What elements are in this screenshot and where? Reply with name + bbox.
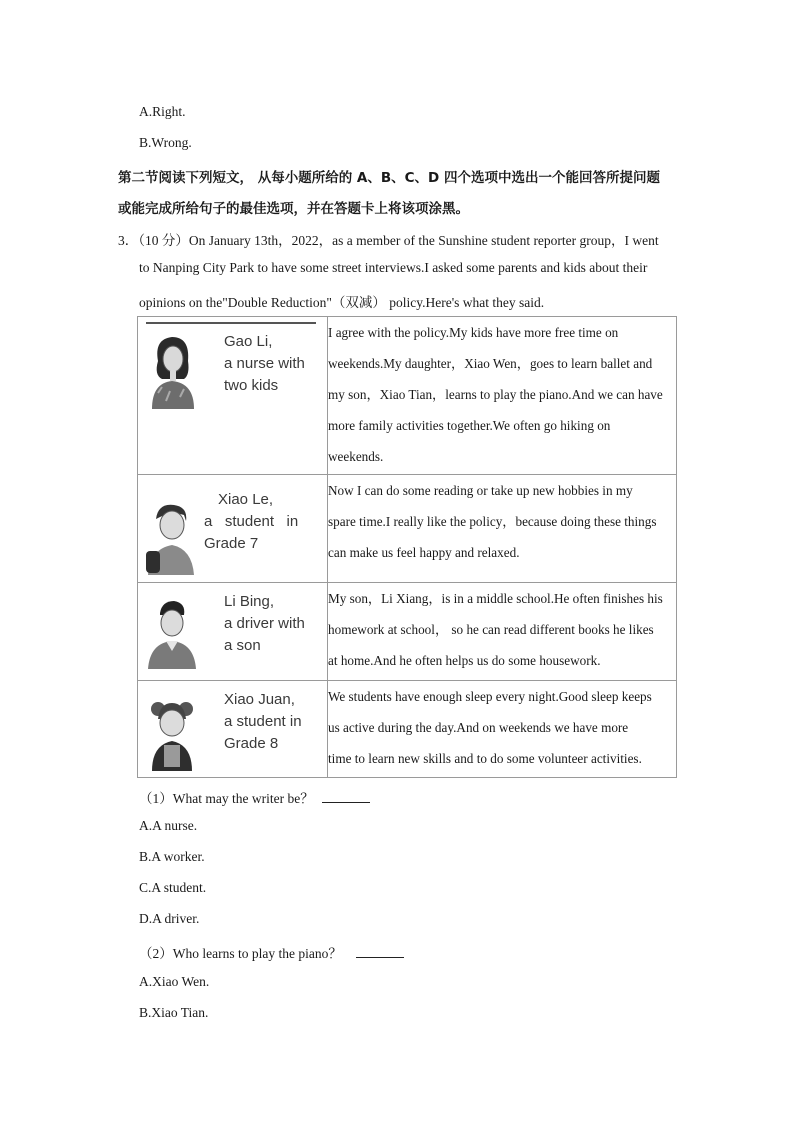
- interview-row: [138, 317, 677, 475]
- question-1-option-a: A.A nurse.: [139, 818, 198, 833]
- response-line: my son，Xiao Tian，learns to play the piano.And we can have: [328, 387, 663, 402]
- question-text: （1）What may the writer be？: [139, 791, 314, 806]
- question-2-stem: [139, 942, 404, 962]
- interview-response: [328, 583, 677, 681]
- response-line: We students have enough sleep every night.Good sleep keeps: [328, 689, 652, 704]
- caption-detail: Grade 8: [224, 735, 279, 752]
- caption-role: a student in: [224, 713, 302, 730]
- question-text: （2）Who learns to play the piano？: [139, 946, 342, 961]
- caption-detail: Grade 7: [204, 535, 259, 552]
- response-line: I agree with the policy.My kids have more free time on: [328, 325, 619, 340]
- interview-row: [138, 681, 677, 778]
- interviewee-caption: [204, 489, 299, 555]
- response-line: us active during the day.And on weekends we have more: [328, 720, 629, 735]
- response-line: homework at school， so he can read different books he likes: [328, 622, 654, 637]
- caption-detail: a son: [224, 637, 261, 654]
- interviewee-cell: [138, 475, 328, 583]
- divider: [146, 322, 316, 324]
- caption-role: a student in: [204, 513, 299, 530]
- section-instruction-line-2: 或能完成所给句子的最佳选项，并在答题卡上将该项涂黑。: [118, 201, 469, 217]
- response-line: weekends.My daughter，Xiao Wen，goes to learn ballet and: [328, 356, 653, 371]
- response-line: weekends.: [328, 449, 384, 464]
- answer-blank[interactable]: [356, 945, 404, 958]
- interview-response: [328, 317, 677, 475]
- caption-role: a driver with: [224, 615, 305, 632]
- question-1-stem: [139, 787, 370, 807]
- option-a: A.Right.: [139, 104, 186, 119]
- response-line: spare time.I really like the policy，because doing these things: [328, 514, 657, 529]
- caption-name: Li Bing,: [224, 593, 275, 610]
- caption-name: Xiao Juan,: [224, 691, 295, 708]
- caption-name: Xiao Le,: [218, 491, 274, 508]
- response-line: at home.And he often helps us do some housework.: [328, 653, 601, 668]
- interviewee-caption: [224, 331, 305, 397]
- interviewee-cell: [138, 317, 328, 475]
- answer-blank[interactable]: [322, 790, 370, 803]
- passage-line-3: opinions on the"Double Reduction"（双减） policy.Here's what they said.: [139, 295, 545, 310]
- response-line: Now I can do some reading or take up new hobbies in my: [328, 483, 633, 498]
- interview-response: [328, 681, 677, 778]
- man-portrait-icon: [144, 597, 200, 675]
- interview-row: [138, 475, 677, 583]
- girl-portrait-icon: [144, 695, 200, 773]
- caption-detail: two kids: [224, 377, 279, 394]
- passage-line-2: to Nanping City Park to have some street interviews.I asked some parents and kids about their: [139, 260, 648, 275]
- question-2-option-b: B.Xiao Tian.: [139, 1005, 209, 1020]
- interviewee-caption: [224, 689, 302, 755]
- response-line: can make us feel happy and relaxed.: [328, 545, 520, 560]
- passage-line-1: 3．（10 分）On January 13th，2022，as a member of the Sunshine student reporter group，I went: [118, 233, 659, 248]
- question-1-option-d: D.A driver.: [139, 911, 200, 926]
- interviewee-caption: [224, 591, 305, 657]
- response-line: more family activities together.We often go hiking on: [328, 418, 611, 433]
- interview-row: [138, 583, 677, 681]
- woman-portrait-icon: [144, 331, 200, 409]
- boy-portrait-icon: [144, 497, 200, 575]
- response-line: My son，Li Xiang，is in a middle school.He often finishes his: [328, 591, 663, 606]
- question-2-option-a: A.Xiao Wen.: [139, 974, 210, 989]
- caption-role: a nurse with: [224, 355, 305, 372]
- interviewee-cell: [138, 681, 328, 778]
- option-b: B.Wrong.: [139, 135, 192, 150]
- section-instruction-line-1: 第二节阅读下列短文， 从每小题所给的 A、B、C、D 四个选项中选出一个能回答所提问题: [118, 170, 660, 186]
- interviews-table: [137, 316, 677, 778]
- response-line: time to learn new skills and to do some volunteer activities.: [328, 751, 642, 766]
- question-1-option-b: B.A worker.: [139, 849, 205, 864]
- question-1-option-c: C.A student.: [139, 880, 207, 895]
- interview-response: [328, 475, 677, 583]
- interviewee-cell: [138, 583, 328, 681]
- caption-name: Gao Li,: [224, 333, 273, 350]
